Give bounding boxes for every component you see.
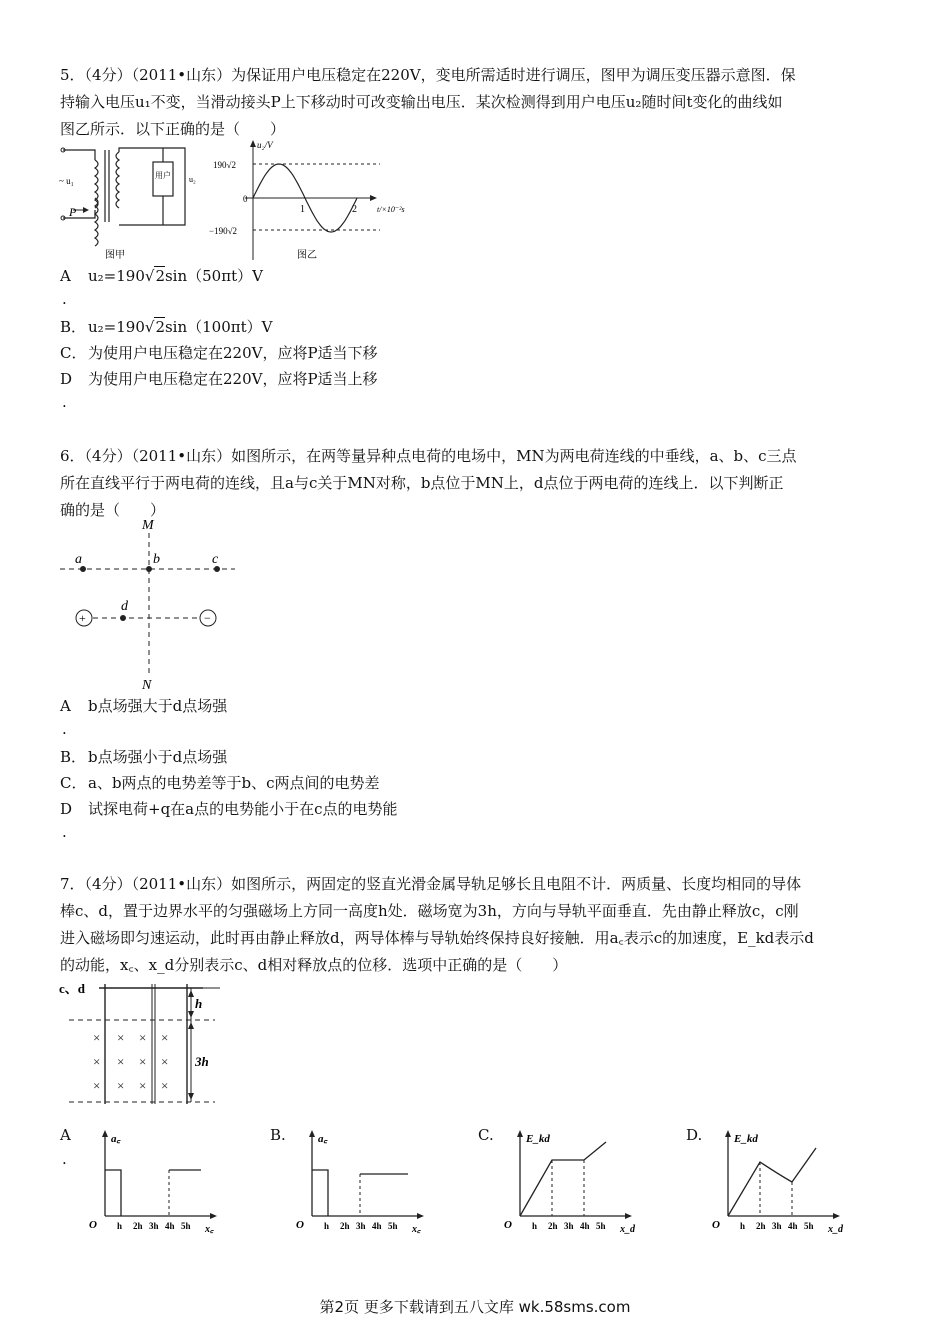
q6-option-b[interactable]: B． b点场强小于d点场强 — [60, 748, 228, 766]
graph-xtick: 3h — [149, 1221, 159, 1231]
graph-xtick: 5h — [804, 1221, 814, 1231]
ytick-zero: 0 — [243, 194, 248, 204]
svg-text:×: × — [139, 1030, 147, 1045]
graph-ylabel: a꜀ — [318, 1133, 328, 1145]
q5-option-b[interactable]: B． u₂=190√2sin（100πt）V — [60, 318, 273, 336]
graph-xtick: 5h — [181, 1221, 191, 1231]
q5-option-d[interactable]: D 为使用户电压稳定在220V，应将P适当上移 — [60, 370, 378, 388]
graph-xtick: h — [117, 1221, 123, 1231]
graph-xtick: 3h — [356, 1221, 366, 1231]
user-label: 用户 — [155, 171, 171, 180]
fig-jia-caption: 图甲 — [105, 250, 125, 261]
h-label: h — [195, 996, 203, 1011]
svg-text:×: × — [93, 1030, 101, 1045]
p-label: P — [69, 205, 77, 219]
graph-origin: O — [89, 1219, 97, 1231]
svg-text:×: × — [117, 1078, 125, 1093]
q7-line4: 的动能，x꜀、x_d分别表示c、d相对释放点的位移．选项中正确的是（ ） — [60, 956, 568, 974]
rails-diagram — [55, 980, 230, 1110]
graph-xlabel: x꜀ — [412, 1224, 421, 1235]
graph-origin: O — [504, 1219, 512, 1231]
label-a: a — [75, 552, 82, 567]
graph-ylabel: a꜀ — [111, 1133, 121, 1145]
graph-xtick: 2h — [548, 1221, 558, 1231]
graph-xtick: 2h — [756, 1221, 766, 1231]
q5-option-a[interactable]: A u₂=190√2sin（50πt）V — [60, 267, 263, 285]
transformer-diagram — [55, 140, 205, 265]
svg-text:×: × — [161, 1078, 169, 1093]
q7-option-d[interactable]: D. — [686, 1126, 703, 1144]
q5-line3: 图乙所示．以下正确的是（ ） — [60, 120, 286, 138]
graph-ylabel: E_kd — [734, 1133, 758, 1145]
xlabel: t/×10⁻²s — [377, 205, 405, 214]
label-n: N — [142, 678, 152, 693]
q7-option-c[interactable]: C. — [478, 1126, 494, 1144]
svg-text:×: × — [139, 1054, 147, 1069]
label-b: b — [153, 552, 160, 567]
sine-graph — [205, 138, 420, 265]
q7-line3: 进入磁场即匀速运动，此时再由静止释放d，两导体棒与导轨始终保持良好接触．用a꜀表示c的加速度，E_kd表示d — [60, 929, 814, 947]
graph-xtick: 4h — [580, 1221, 590, 1231]
q7-line2: 棒c、d，置于边界水平的匀强磁场上方同一高度h处．磁场宽为3h，方向与导轨平面垂直．先由静止释放c，c刚 — [60, 902, 799, 920]
minus-charge: − — [204, 611, 211, 625]
q6-line3: 确的是（ ） — [60, 501, 166, 519]
graph-ylabel: E_kd — [526, 1133, 550, 1145]
svg-text:×: × — [93, 1078, 101, 1093]
graph-b — [292, 1128, 432, 1238]
svg-text:×: × — [161, 1054, 169, 1069]
graph-xtick: 3h — [772, 1221, 782, 1231]
q5-option-c[interactable]: C． 为使用户电压稳定在220V，应将P适当下移 — [60, 344, 378, 362]
graph-xtick: h — [532, 1221, 538, 1231]
q6-option-c[interactable]: C． a、b两点的电势差等于b、c两点间的电势差 — [60, 774, 380, 792]
q7-line1: 7．（4分）（2011•山东）如图所示，两固定的竖直光滑金属导轨足够长且电阻不计．两质量、长度均相同的导体 — [60, 875, 802, 893]
q5-line1: 5．（4分）（2011•山东）为保证用户电压稳定在220V，变电所需适时进行调压，图甲为调压变压器示意图．保 — [60, 66, 796, 84]
q7-option-b[interactable]: B. — [270, 1126, 286, 1144]
graph-xtick: h — [324, 1221, 330, 1231]
cd-label: c、d — [59, 981, 86, 996]
graph-xlabel: x꜀ — [205, 1224, 214, 1235]
svg-text:×: × — [117, 1030, 125, 1045]
graph-xtick: 5h — [388, 1221, 398, 1231]
q5-line2: 持输入电压u₁不变，当滑动接头P上下移动时可改变输出电压．某次检测得到用户电压u₂随时间t变化的曲线如 — [60, 93, 783, 111]
graph-c — [500, 1128, 640, 1238]
fig-yi-caption: 图乙 — [297, 250, 317, 261]
q7-option-a[interactable]: A — [60, 1126, 71, 1144]
graph-a — [85, 1128, 225, 1238]
xtick-1: 1 — [300, 204, 305, 215]
3h-label: 3h — [195, 1054, 209, 1069]
graph-xtick: h — [740, 1221, 746, 1231]
svg-text:×: × — [117, 1054, 125, 1069]
svg-text:×: × — [93, 1054, 101, 1069]
q6-line1: 6．（4分）（2011•山东）如图所示，在两等量异种点电荷的电场中，MN为两电荷连线的中垂线，a、b、c三点 — [60, 447, 797, 465]
graph-origin: O — [296, 1219, 304, 1231]
question-5-text — [60, 62, 890, 143]
graph-xtick: 2h — [340, 1221, 350, 1231]
q6-option-d[interactable]: D 试探电荷+q在a点的电势能小于在c点的电势能 — [60, 800, 398, 818]
q6-line2: 所在直线平行于两电荷的连线，且a与c关于MN对称，b点位于MN上，d点位于两电荷的连线上．以下判断正 — [60, 474, 784, 492]
xtick-2: 2 — [352, 204, 357, 215]
charges-diagram — [55, 513, 245, 693]
svg-text:×: × — [161, 1030, 169, 1045]
ylabel: u₂/V — [257, 140, 273, 150]
graph-xtick: 4h — [165, 1221, 175, 1231]
ytick-top: 190√2 — [213, 160, 236, 170]
label-c: c — [212, 552, 219, 567]
question-6-text — [60, 443, 890, 524]
graph-xtick: 4h — [372, 1221, 382, 1231]
svg-text:×: × — [139, 1078, 147, 1093]
u1-label: ~ u₁ — [59, 176, 74, 186]
graph-xtick: 3h — [564, 1221, 574, 1231]
graph-xlabel: x_d — [620, 1224, 635, 1235]
graph-xlabel: x_d — [828, 1224, 843, 1235]
graph-xtick: 2h — [133, 1221, 143, 1231]
u2-label: u₂ — [189, 175, 196, 184]
graph-origin: O — [712, 1219, 720, 1231]
graph-xtick: 5h — [596, 1221, 606, 1231]
q6-option-a[interactable]: A b点场强大于d点场强 — [60, 697, 228, 715]
page-footer: 第2页 更多下载请到五八文库 wk.58sms.com — [319, 1298, 631, 1316]
label-d: d — [121, 599, 128, 614]
graph-xtick: 4h — [788, 1221, 798, 1231]
graph-d — [708, 1128, 848, 1238]
label-m: M — [142, 518, 154, 533]
plus-charge: + — [79, 611, 86, 625]
ytick-bottom: −190√2 — [209, 226, 238, 236]
question-7-text — [60, 871, 890, 979]
